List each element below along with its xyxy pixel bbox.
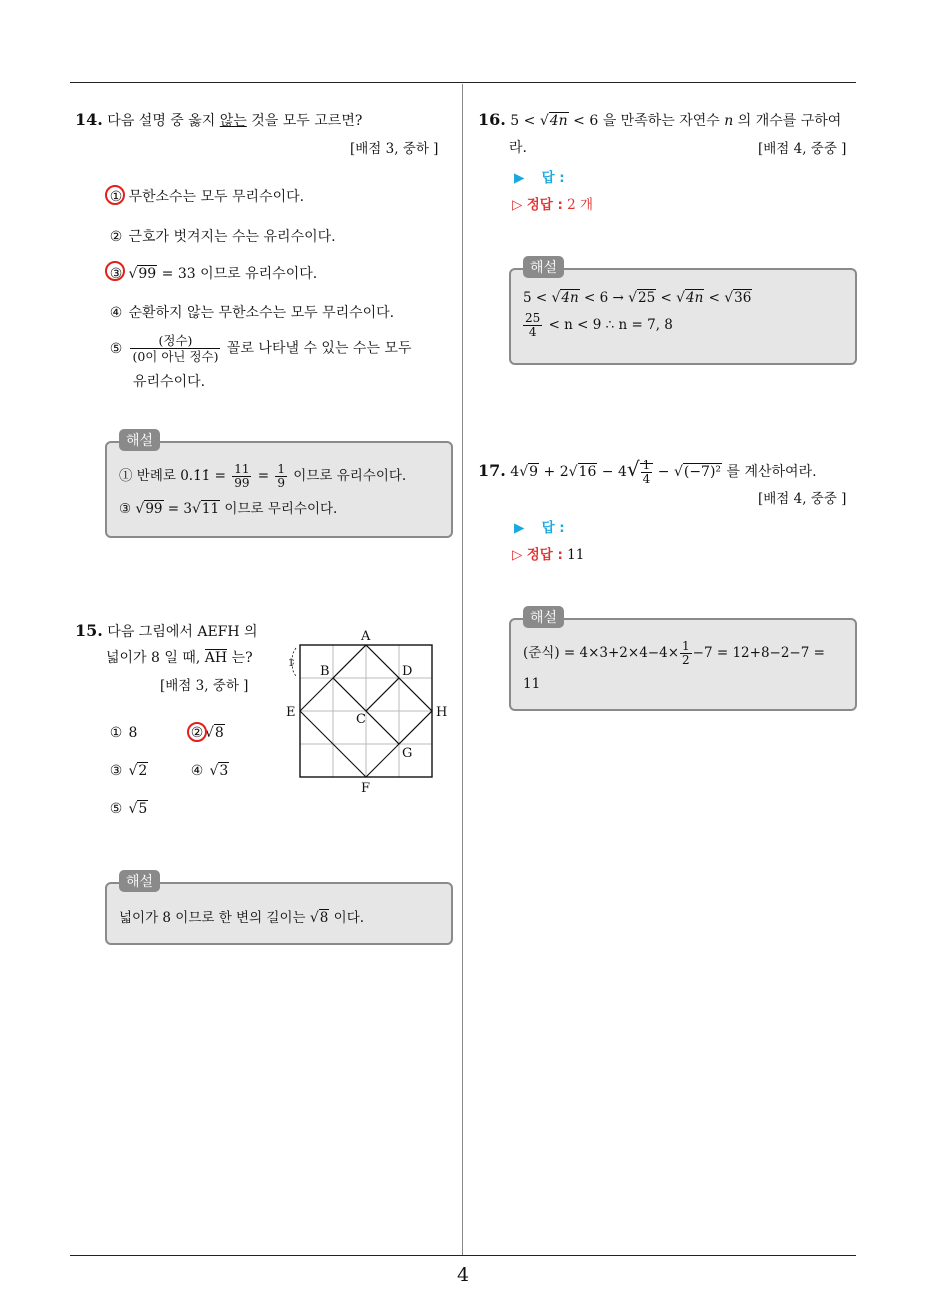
q15-option-4[interactable]: ④ √3 xyxy=(190,763,229,779)
label-F: F xyxy=(361,781,371,796)
q14-option-5[interactable] xyxy=(108,333,411,364)
q15-option-1[interactable]: ① 8 xyxy=(109,725,138,741)
option-mark: ① xyxy=(109,189,123,205)
question-17-meta: [배점 4, 중중 ] xyxy=(758,491,847,507)
answer-label: 답 : xyxy=(541,170,565,186)
q17-key-row xyxy=(512,543,584,563)
q14-option-2[interactable] xyxy=(108,226,336,246)
explanation-line-2: ③ √99 = 3√11 이므로 무리수이다. xyxy=(119,501,338,517)
q15-option-3[interactable]: ③ √2 xyxy=(109,763,148,779)
header-rule xyxy=(70,82,856,83)
question-15-meta: [배점 3, 중하 ] xyxy=(160,678,249,694)
stem-text: 다음 그림에서 AEFH 의 xyxy=(107,624,258,640)
explanation-line-2: 11 xyxy=(523,676,541,692)
fraction: $\frac{\text{(정수)}}{\text{(0이 아닌 정수)}}$ xyxy=(132,333,219,364)
explanation-line-1: ① 반례로 0.1̇1̇ = $\frac{11}{99}$ = $\frac{1}{9}$ 이므로 유리수이다. xyxy=(119,462,407,490)
outline-triangle-icon: ▷ xyxy=(512,197,523,213)
q17-explanation-box xyxy=(509,610,857,711)
q14-option-3[interactable] xyxy=(108,263,317,283)
label-G: G xyxy=(402,746,413,761)
answer-circle-mark xyxy=(105,261,125,281)
key-label: 정답 : xyxy=(526,547,563,563)
question-17-stem: 17. 4√9 + 2√16 − 4√ $\frac{1}{4}$ − √(−7)² 를 계산하여라. xyxy=(478,457,817,486)
play-triangle-icon: ▶ xyxy=(514,520,525,536)
explanation-tag: 해설 xyxy=(119,870,160,892)
label-H: H xyxy=(436,705,448,720)
segment-AH: AH xyxy=(204,650,228,666)
grid-square-figure xyxy=(280,620,460,800)
option-text: 순환하지 않는 무한소수는 모두 무리수이다. xyxy=(128,305,395,321)
play-triangle-icon: ▶ xyxy=(514,170,525,186)
question-16-stem-2: 라. xyxy=(509,140,527,156)
fraction: $\frac{1}{2}$ xyxy=(682,639,690,667)
explanation-tag: 해설 xyxy=(523,606,564,628)
question-number: 15. xyxy=(75,621,103,640)
label-D: D xyxy=(402,664,413,679)
explanation-line-1: (준식) = 4×3+2×4−4× $\frac{1}{2}$ −7 = 12+8−2−7 = xyxy=(523,639,825,667)
label-C: C xyxy=(356,712,366,727)
key-label: 정답 : xyxy=(526,197,563,213)
q16-explanation-box xyxy=(509,260,857,365)
question-number: 17. xyxy=(478,461,506,480)
key-value: 11 xyxy=(567,547,585,563)
q15-explanation-box xyxy=(105,874,453,945)
question-16-meta: [배점 4, 중중 ] xyxy=(758,141,847,157)
page-number: 4 xyxy=(456,1264,470,1286)
explanation-line-1: 넓이가 8 이므로 한 변의 길이는 √8 이다. xyxy=(119,910,365,926)
question-14-stem xyxy=(75,110,362,130)
explanation-line-2: $\frac{25}{4}$ < n < 9 ∴ n = 7, 8 xyxy=(525,311,673,339)
key-value: 2 개 xyxy=(567,197,594,213)
q15-option-5[interactable]: ⑤ √5 xyxy=(109,801,148,817)
fraction: $\frac{11}{99}$ xyxy=(234,462,250,490)
q14-option-5-line2: 유리수이다. xyxy=(133,374,206,390)
option-text: 꼴로 나타낼 수 있는 수는 모두 xyxy=(222,340,412,357)
option-mark: ③ xyxy=(109,266,123,282)
q14-option-4[interactable] xyxy=(108,302,394,322)
label-B: B xyxy=(320,664,330,679)
stem-underlined: 않는 xyxy=(219,113,247,129)
q15-option-2[interactable]: ② √8 xyxy=(190,725,224,741)
label-E: E xyxy=(286,705,296,720)
option-text: = 33 이므로 유리수이다. xyxy=(157,266,318,282)
stem-text: 것을 모두 고르면? xyxy=(246,113,363,129)
explanation-tag: 해설 xyxy=(523,256,564,278)
fraction: $\frac{1}{9}$ xyxy=(277,462,286,490)
question-15-stem-2: 넓이가 8 일 때, AH 는? xyxy=(106,650,253,666)
answer-circle-mark xyxy=(187,722,207,742)
question-14-meta: [배점 3, 중하 ] xyxy=(350,141,439,157)
question-number: 16. xyxy=(478,110,506,129)
q14-explanation-box xyxy=(105,433,453,538)
stem-text: 다음 설명 중 옳지 xyxy=(107,113,220,129)
sqrt-expression: √99 xyxy=(128,266,157,282)
question-15-stem-1 xyxy=(75,621,258,641)
explanation-line-1: 5 < √4n < 6 → √25 < √4n < √36 xyxy=(523,290,752,306)
q16-key-row xyxy=(512,193,593,213)
q14-option-1[interactable] xyxy=(108,186,304,206)
fraction: $\frac{25}{4}$ xyxy=(525,311,541,339)
option-text: 무한소수는 모두 무리수이다. xyxy=(128,189,305,205)
option-text: 근호가 벗겨지는 수는 유리수이다. xyxy=(128,229,336,245)
footer-rule xyxy=(70,1255,856,1256)
question-16-stem: 16. 5 < √4n < 6 을 만족하는 자연수 n 의 개수를 구하여 xyxy=(478,110,842,129)
explanation-tag: 해설 xyxy=(119,429,160,451)
option-mark: ④ xyxy=(109,305,123,321)
label-side-1: 1 xyxy=(288,658,295,669)
column-divider xyxy=(462,84,463,1256)
q17-answer-row[interactable] xyxy=(514,516,565,536)
answer-label: 답 : xyxy=(541,520,565,536)
outline-triangle-icon: ▷ xyxy=(512,547,523,563)
label-A: A xyxy=(361,629,371,644)
option-mark: ⑤ xyxy=(109,340,123,357)
option-mark: ② xyxy=(109,229,123,245)
answer-circle-mark xyxy=(105,185,125,205)
q16-answer-row[interactable] xyxy=(514,166,565,186)
question-number: 14. xyxy=(75,110,103,129)
